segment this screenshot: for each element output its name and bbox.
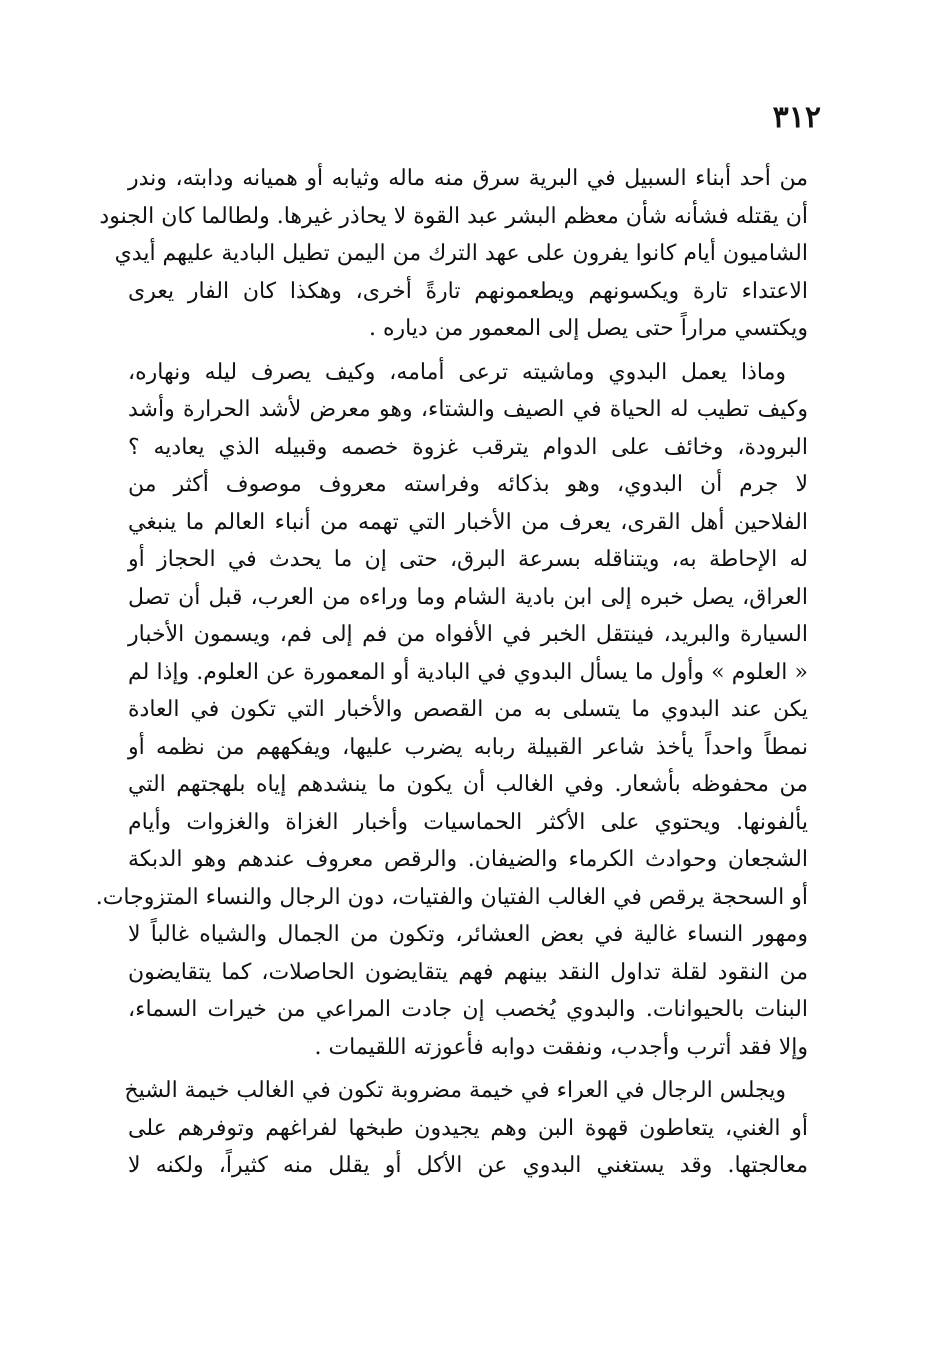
- text-line: له الإحاطة به، ويتناقله بسرعة البرق، حتى إن ما يحدث في الحجاز أو: [128, 547, 808, 572]
- text-line: نمطاً واحداً يأخذ شاعر القبيلة ربابه يضرب عليها، ويفكههم من نظمه أو: [128, 734, 808, 760]
- text-line: أو السحجة يرقص في الغالب الفتيان والفتيات، دون الرجال والنساء المتزوجات.: [95, 884, 808, 910]
- text-line: السيارة والبريد، فينتقل الخبر في الأفواه من فم إلى فم، ويسمون الأخبار: [128, 622, 808, 647]
- text-line: من أحد أبناء السبيل في البرية سرق منه ماله وثيابه أو هميانه ودابته، وندر: [128, 166, 808, 191]
- text-line: وكيف تطيب له الحياة في الصيف والشتاء، وهو معرض لأشد الحرارة وأشد: [128, 397, 808, 422]
- text-line: الشجعان وحوادث الكرماء والضيفان. والرقص معروف عندهم وهو الدبكة: [128, 847, 808, 872]
- text-line: من محفوظه بأشعار. وفي الغالب أن يكون ما ينشدهم إياه بلهجتهم التي: [128, 772, 808, 797]
- text-line: أن يقتله فشأنه شأن معظم البشر عبد القوة لا يحاذر غيرها. ولطالما كان الجنود: [99, 203, 808, 229]
- text-line: الشاميون أيام كانوا يفرون على عهد الترك من اليمن تطيل البادية عليهم أيدي: [114, 241, 808, 266]
- text-line: معالجتها. وقد يستغني البدوي عن الأكل أو يقلل منه كثيراً، ولكنه لا: [128, 1153, 808, 1178]
- text-line: البرودة، وخائف على الدوام يترقب غزوة خصمه وقبيله الذي يعاديه ؟: [128, 434, 808, 460]
- text-line: ويجلس الرجال في العراء في خيمة مضروبة تكون في الغالب خيمة الشيخ: [124, 1078, 786, 1103]
- text-line: « العلوم » وأول ما يسأل البدوي في البادية أو المعمورة عن العلوم. وإذا لم: [128, 659, 808, 685]
- text-line: البنات بالحيوانات. والبدوي يُخصب إن جادت المراعي من خيرات السماء،: [128, 997, 808, 1022]
- text-line: من النقود لقلة تداول النقد بينهم فهم يتقايضون الحاصلات، كما يتقايضون: [128, 959, 808, 985]
- text-line: يكن عند البدوي ما يتسلى به من القصص والأخبار التي تكون في العادة: [128, 697, 808, 722]
- page-number: ٣١٢: [772, 100, 821, 135]
- text-line: وإلا فقد أترب وأجدب، ونفقت دوابه فأعوزته اللقيمات .: [314, 1034, 808, 1060]
- text-line: ويكتسي مراراً حتى يصل إلى المعمور من دياره .: [369, 316, 808, 341]
- text-line: لا جرم أن البدوي، وهو بذكائه وفراسته معروف موصوف أكثر من: [128, 472, 808, 497]
- text-line: الفلاحين أهل القرى، يعرف من الأخبار التي تهمه من أنباء العالم ما ينبغي: [128, 509, 808, 535]
- text-line: الاعتداء تارة ويكسونهم ويطعمونهم تارةً أخرى، وهكذا كان الفار يعرى: [128, 278, 808, 304]
- text-line: العراق، يصل خبره إلى ابن بادية الشام وما وراءه من العرب، قبل أن تصل: [128, 584, 808, 610]
- text-line: يألفونها. ويحتوي على الأكثر الحماسيات وأخبار الغزاة والغزوات وأيام: [128, 809, 808, 835]
- text-line: أو الغني، يتعاطون قهوة البن وهم يجيدون طبخها لفراغهم وتوفرهم على: [128, 1115, 808, 1141]
- text-line: وماذا يعمل البدوي وماشيته ترعى أمامه، وكيف يصرف ليله ونهاره،: [128, 359, 786, 385]
- text-line: ومهور النساء غالية في بعض العشائر، وتكون من الجمال والشياه غالباً لا: [128, 922, 808, 947]
- body-text: [95, 160, 808, 1185]
